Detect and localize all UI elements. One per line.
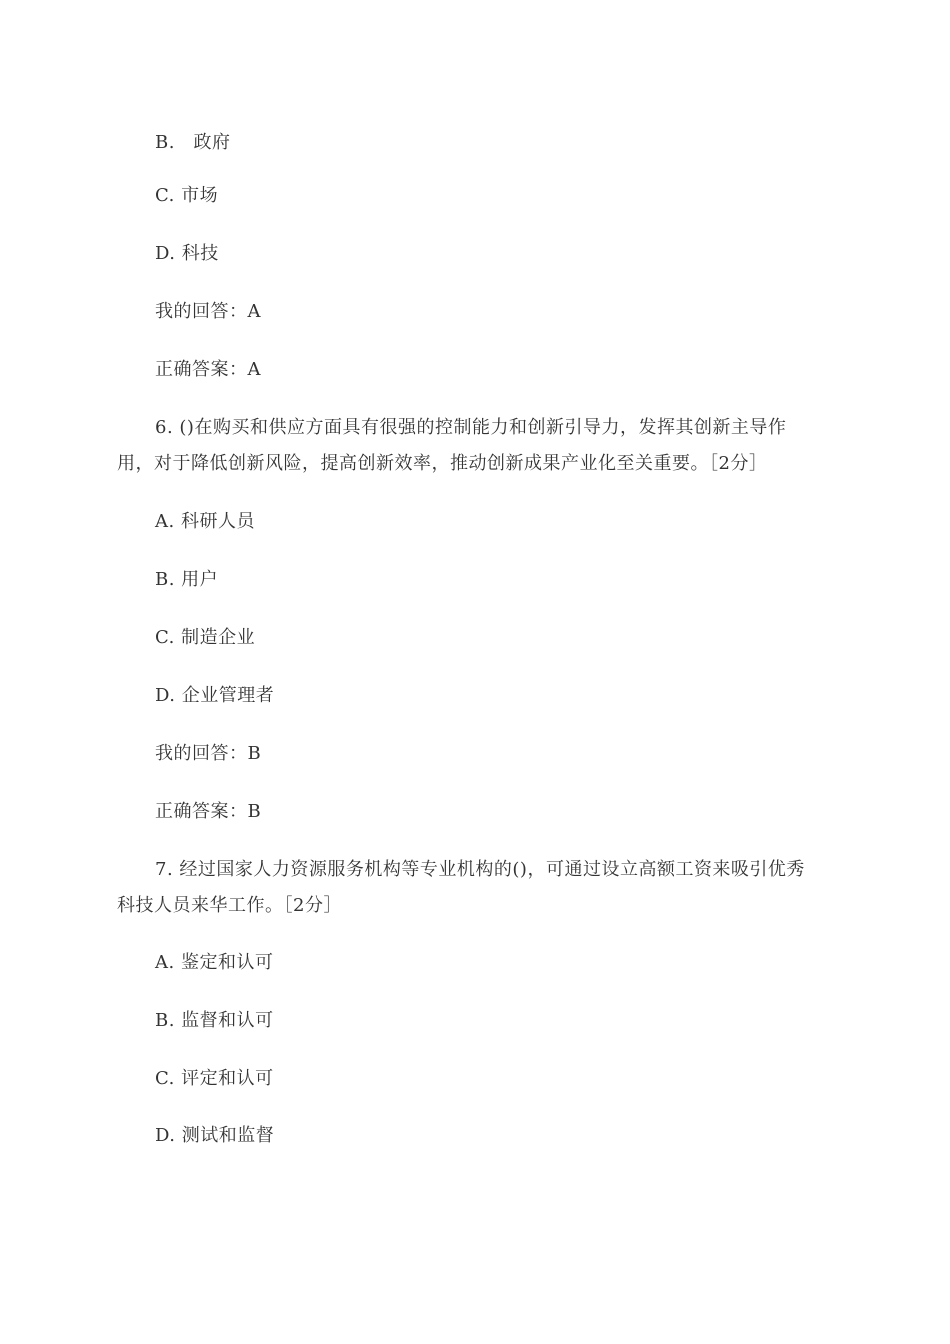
q5-my-answer: 我的回答：A — [155, 301, 261, 322]
q6-option-b: B. 用户 — [155, 569, 219, 590]
q7-option-a: A. 鉴定和认可 — [155, 952, 274, 973]
q5-option-b: B. 政府 — [155, 132, 231, 153]
q6-option-d: D. 企业管理者 — [155, 685, 275, 706]
q7-option-c: C. 评定和认可 — [155, 1068, 274, 1089]
q7-option-d: D. 测试和监督 — [155, 1125, 275, 1146]
q6-my-answer: 我的回答：B — [155, 743, 262, 764]
q6-option-c: C. 制造企业 — [155, 627, 256, 648]
q6-option-a: A. 科研人员 — [155, 511, 255, 532]
q5-correct-answer: 正确答案：A — [155, 359, 261, 380]
q5-option-d: D. 科技 — [155, 243, 219, 264]
q7-stem: 7. 经过国家人力资源服务机构等专业机构的()，可通过设立高额工资来吸引优秀科技人员来华工作。［2分］ — [117, 859, 805, 916]
q7-option-b: B. 监督和认可 — [155, 1010, 274, 1031]
q5-option-c: C. 市场 — [155, 185, 219, 206]
q6-correct-answer: 正确答案：B — [155, 801, 262, 822]
q6-stem: 6. ()在购买和供应方面具有很强的控制能力和创新引导力，发挥其创新主导作用，对于降低创新风险，提高创新效率，推动创新成果产业化至关重要。［2分］ — [117, 417, 787, 474]
